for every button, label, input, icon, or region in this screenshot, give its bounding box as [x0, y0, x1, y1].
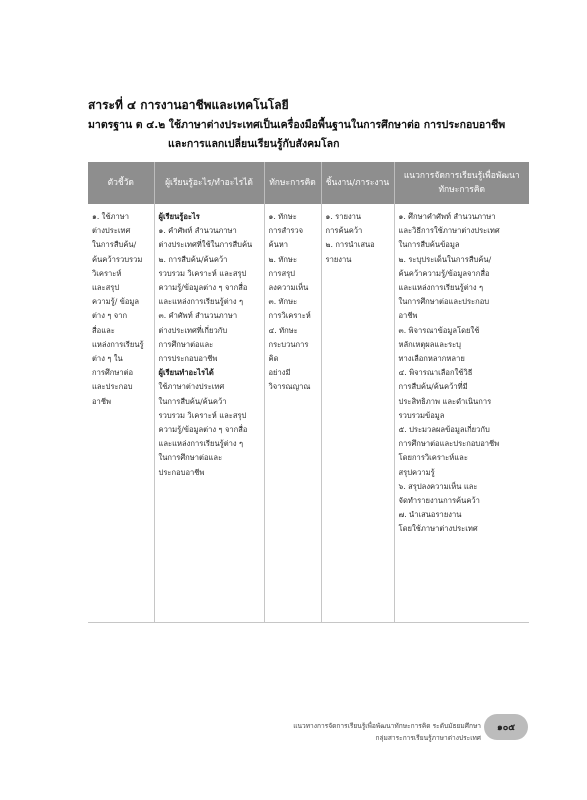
cell-line: ๖. สรุปลงความเห็น และ: [398, 481, 478, 491]
cell-line: ผู้เรียนทำอะไรได้: [158, 368, 214, 378]
cell-line: ต่าง ๆ จาก: [92, 311, 128, 321]
cell-line: การค้นคว้า: [325, 226, 363, 236]
cell-line: รวบรวมข้อมูล: [398, 410, 445, 420]
cell-line: ๒. ทักษะ: [268, 254, 298, 264]
cell-line: วิจารณญาณ: [268, 382, 311, 392]
cell-line: ๑. คำศัพท์ สำนวนภาษา: [158, 226, 237, 236]
header-learning-content: ผู้เรียนรู้อะไร/ทำอะไรได้: [154, 162, 264, 204]
cell-line: อาชีพ: [92, 396, 111, 406]
cell-line: การวิเคราะห์: [268, 311, 311, 321]
cell-line: ๒. การสืบค้น/ค้นคว้า: [158, 254, 228, 264]
cell-line: ความรู้/ข้อมูลต่าง ๆ จากสื่อ: [158, 425, 248, 435]
cell-line: กระบวนการคิด: [268, 339, 309, 364]
cell-line: ๗. นำเสนอรายงาน: [398, 510, 462, 520]
cell-line: ๑. ทักษะ: [268, 212, 297, 221]
header-thinking-skill: ทักษะการคิด: [264, 162, 321, 204]
cell-line: และแหล่งการเรียนรู้ต่าง ๆ: [398, 283, 484, 293]
cell-line: การประกอบอาชีพ: [158, 354, 218, 364]
cell-line: ประสิทธิภาพ และดำเนินการ: [398, 396, 492, 406]
cell-line: ต่างประเทศที่เกี่ยวกับ: [158, 325, 228, 335]
cell-line: การสำรวจ: [268, 226, 304, 236]
cell-line: วิเคราะห์: [92, 268, 122, 278]
cell-line: ๓. ทักษะ: [268, 297, 298, 307]
cell-line: โดยการวิเคราะห์และ: [398, 453, 468, 463]
cell-line: การสรุป: [268, 268, 295, 278]
cell-indicator: [88, 204, 154, 623]
standard-title-line1: มาตรฐาน ต ๔.๒ ใช้ภาษาต่างประเทศเป็นเครื่องมือพื้นฐานในการศึกษาต่อ การประกอบอาชีพ: [88, 119, 506, 131]
page-number-badge: ๑๐๕: [484, 714, 528, 740]
footer-book-title: แนวทางการจัดการเรียนรู้เพื่อพัฒนาทักษะการคิด ระดับมัธยมศึกษา: [293, 722, 481, 730]
cell-line: ๕. ประมวลผลข้อมูลเกี่ยวกับ: [398, 425, 490, 435]
cell-line: ทางเลือกหลากหลาย: [398, 354, 465, 364]
cell-line: หลักเหตุผลและระบุ: [398, 339, 461, 349]
cell-line: แหล่งการเรียนรู้: [92, 339, 144, 349]
cell-line: ประกอบอาชีพ: [158, 467, 205, 477]
cell-line: โดยใช้ภาษาต่างประเทศ: [398, 524, 478, 534]
cell-line: รวบรวม วิเคราะห์ และสรุป: [158, 410, 247, 420]
standard-title-line2: และการแลกเปลี่ยนเรียนรู้กับสังคมโลก: [168, 138, 340, 150]
cell-line: ๓. พิจารณาข้อมูลโดยใช้: [398, 325, 480, 335]
cell-line: และวิธีการใช้ภาษาต่างประเทศ: [398, 226, 500, 236]
cell-line: ๔. ทักษะ: [268, 325, 298, 335]
cell-line: สื่อและ: [92, 325, 115, 335]
cell-line: ๓. คำศัพท์ สำนวนภาษา: [158, 311, 238, 321]
cell-thinking-skill: [264, 204, 321, 623]
table-row: [88, 204, 529, 623]
cell-line: ต่างประเทศที่ใช้ในการสืบค้น: [158, 240, 253, 250]
cell-line: ค้นคว้ารวบรวม: [92, 254, 143, 264]
cell-learning-content: [154, 204, 264, 623]
cell-line: การศึกษาต่อและ: [158, 339, 214, 349]
cell-line: ลงความเห็น: [268, 283, 309, 293]
cell-line: ใช้ภาษาต่างประเทศ: [158, 382, 225, 392]
cell-line: ๑. ศึกษาคำศัพท์ สำนวนภาษา: [398, 212, 496, 221]
cell-line: ความรู้/ข้อมูลต่าง ๆ จากสื่อ: [158, 283, 248, 293]
cell-line: ผู้เรียนรู้อะไร: [158, 212, 200, 221]
cell-line: ในการศึกษาต่อและประกอบ: [398, 297, 490, 307]
cell-line: อย่างมี: [268, 368, 291, 378]
header-teaching-approach: แนวการจัดการเรียนรู้เพื่อพัฒนาทักษะการคิด: [394, 162, 529, 204]
cell-line: และสรุป: [92, 283, 120, 293]
cell-line: ๑. ใช้ภาษา: [92, 212, 130, 221]
cell-line: การสืบค้น/ค้นคว้าที่มี: [398, 382, 468, 392]
cell-line: ๑. รายงาน: [325, 212, 362, 221]
cell-line: ค้นคว้าความรู้/ข้อมูลจากสื่อ: [398, 268, 490, 278]
cell-line: ๒. การนำเสนอ: [325, 240, 375, 250]
cell-line: รายงาน: [325, 254, 352, 264]
cell-line: และแหล่งการเรียนรู้ต่าง ๆ: [158, 297, 244, 307]
learning-standard-table: [88, 162, 529, 623]
cell-line: ในการสืบค้น/ค้นคว้า: [158, 396, 227, 406]
footer-subject-group: กลุ่มสาระการเรียนรู้ภาษาต่างประเทศ: [375, 734, 481, 742]
header-workpiece: ชิ้นงาน/ภาระงาน: [321, 162, 394, 204]
cell-line: การศึกษาต่อ: [92, 368, 134, 378]
cell-line: ๒. ระบุประเด็นในการสืบค้น/: [398, 254, 492, 264]
cell-line: ต่างประเทศ: [92, 226, 131, 236]
cell-line: ต่าง ๆ ใน: [92, 354, 123, 364]
cell-workpiece: [321, 204, 394, 623]
cell-line: รวบรวม วิเคราะห์ และสรุป: [158, 268, 247, 278]
cell-line: ค้นหา: [268, 240, 289, 250]
cell-line: ในการสืบค้น/: [92, 240, 137, 250]
cell-line: การศึกษาต่อและประกอบอาชีพ: [398, 439, 500, 449]
footer-text: [293, 720, 481, 744]
cell-line: ในการสืบค้นข้อมูล: [398, 240, 460, 250]
header-indicator: ตัวชี้วัด: [88, 162, 154, 204]
cell-line: ความรู้/ ข้อมูล: [92, 297, 140, 307]
cell-line: และแหล่งการเรียนรู้ต่าง ๆ: [158, 439, 244, 449]
cell-teaching-approach: [394, 204, 529, 623]
cell-line: ในการศึกษาต่อและ: [158, 453, 223, 463]
cell-line: จัดทำรายงานการค้นคว้า: [398, 496, 480, 506]
table-header-row: [88, 162, 529, 204]
cell-line: และประกอบ: [92, 382, 133, 392]
cell-line: อาชีพ: [398, 311, 418, 321]
cell-line: ๔. พิจารณาเลือกใช้วิธี: [398, 368, 473, 378]
cell-line: สรุปความรู้: [398, 467, 435, 477]
standard-title: [88, 116, 548, 154]
strand-title: สาระที่ ๔ การงานอาชีพและเทคโนโลยี: [88, 98, 289, 112]
